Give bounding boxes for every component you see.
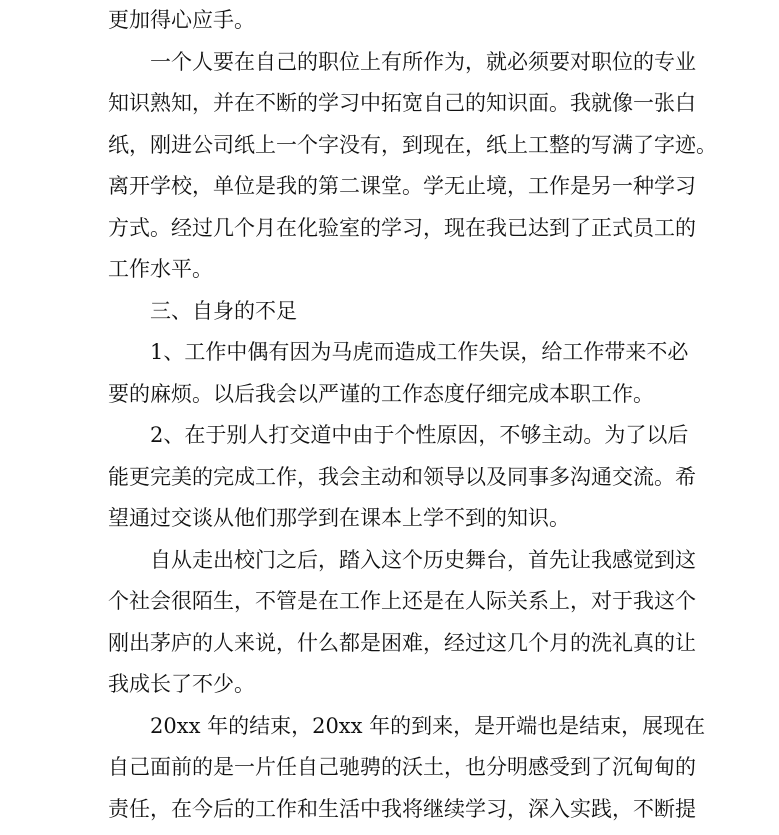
text-line: 我成长了不少。: [108, 672, 255, 696]
text-line: 个社会很陌生，不管是在工作上还是在人际关系上，对于我这个: [108, 589, 696, 613]
paragraph-first-line: 20xx 年的结束，20xx 年的到来，是开端也是结束，展现在: [150, 714, 706, 738]
paragraph-first-line: 一个人要在自己的职位上有所作为，就必须要对职位的专业: [150, 50, 696, 74]
text-line: 责任，在今后的工作和生活中我将继续学习，深入实践，不断提: [108, 797, 696, 821]
text-line: 知识熟知，并在不断的学习中拓宽自己的知识面。我就像一张白: [108, 91, 696, 115]
text-line: 自己面前的是一片任自己驰骋的沃土，也分明感受到了沉甸甸的: [108, 755, 696, 779]
paragraph-first-line: 2、在于别人打交道中由于个性原因，不够主动。为了以后: [150, 423, 689, 447]
text-line: 望通过交谈从他们那学到在课本上学不到的知识。: [108, 506, 570, 530]
text-line: 要的麻烦。以后我会以严谨的工作态度仔细完成本职工作。: [108, 382, 654, 406]
text-line: 刚出茅庐的人来说，什么都是困难，经过这几个月的洗礼真的让: [108, 631, 696, 655]
text-line: 离开学校，单位是我的第二课堂。学无止境，工作是另一种学习: [108, 174, 696, 198]
paragraph-first-line: 1、工作中偶有因为马虎而造成工作失误，给工作带来不必: [150, 340, 689, 364]
paragraph-first-line: 自从走出校门之后，踏入这个历史舞台，首先让我感觉到这: [150, 548, 696, 572]
text-line: 更加得心应手。: [108, 8, 255, 32]
text-line: 纸，刚进公司纸上一个字没有，到现在，纸上工整的写满了字迹。: [108, 133, 717, 157]
text-line: 方式。经过几个月在化验室的学习，现在我已达到了正式员工的: [108, 216, 696, 240]
text-line: 能更完美的完成工作，我会主动和领导以及同事多沟通交流。希: [108, 465, 696, 489]
text-line: 工作水平。: [108, 257, 213, 281]
section-heading: 三、自身的不足: [150, 299, 297, 323]
